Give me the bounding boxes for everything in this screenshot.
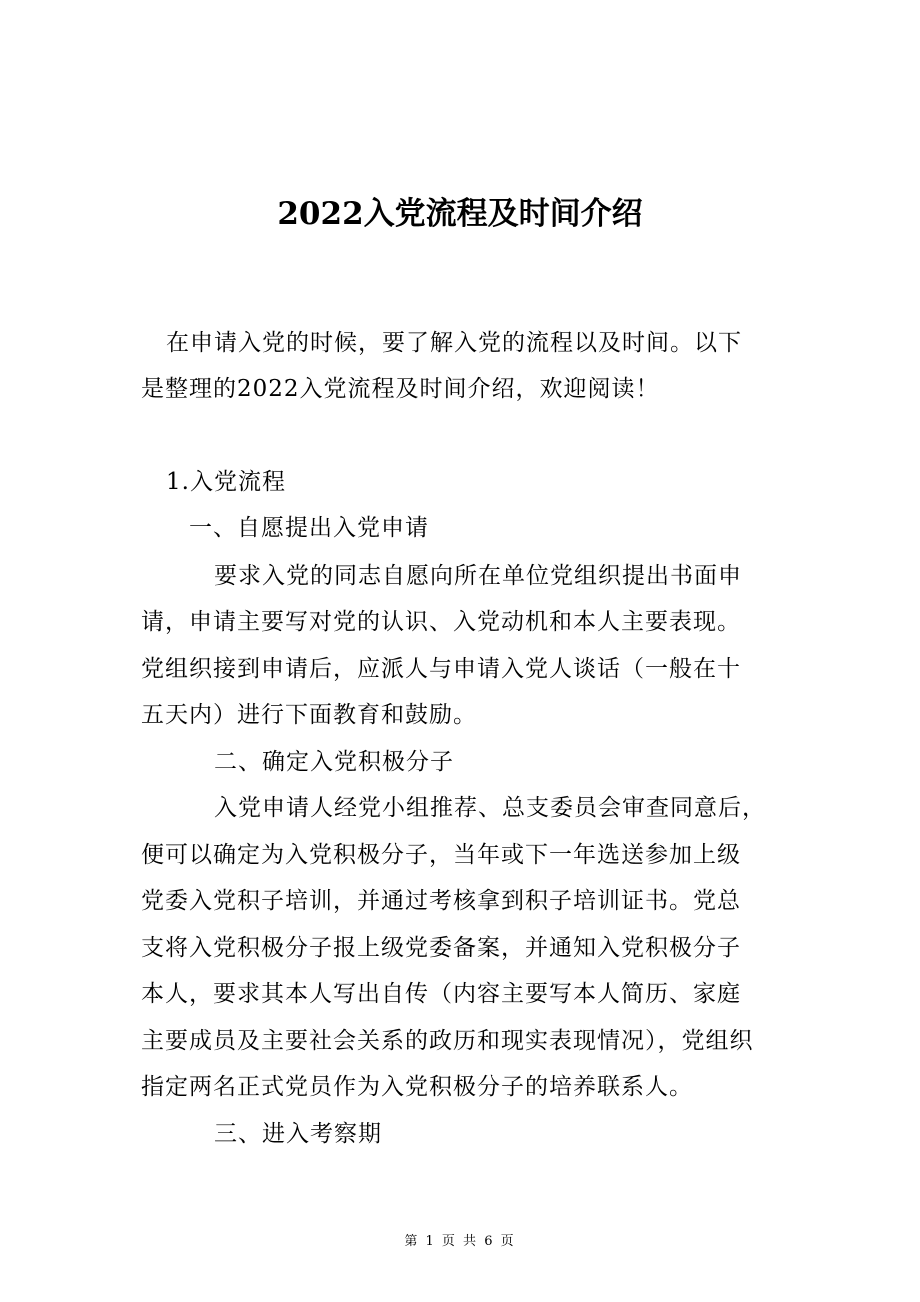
document-title: 2022入党流程及时间介绍 (277, 196, 643, 232)
step1-line-3: 党组织接到申请后，应派人与申请入党人谈话（一般在十 (141, 656, 741, 682)
step3-heading: 三、进入考察期 (214, 1121, 382, 1147)
intro-line-2: 是整理的2022入党流程及时间介绍，欢迎阅读！ (141, 376, 660, 402)
step2-line-7: 指定两名正式党员作为入党积极分子的培养联系人。 (141, 1074, 693, 1100)
section-heading: 1.入党流程 (166, 469, 286, 495)
page-footer: 第 1 页 共 6 页 (404, 1234, 516, 1249)
step2-heading: 二、确定入党积极分子 (214, 749, 454, 775)
step2-line-2: 便可以确定为入党积极分子，当年或下一年选送参加上级 (141, 842, 741, 868)
step1-line-2: 请，申请主要写对党的认识、入党动机和本人主要表现。 (141, 609, 741, 635)
step2-line-1: 入党申请人经党小组推荐、总支委员会审查同意后， (214, 795, 766, 821)
step2-line-4: 支将入党积极分子报上级党委备案，并通知入党积极分子 (141, 935, 741, 961)
step1-line-4: 五天内）进行下面教育和鼓励。 (141, 702, 477, 728)
intro-line-1: 在申请入党的时候，要了解入党的流程以及时间。以下 (166, 330, 742, 356)
step2-line-3: 党委入党积子培训，并通过考核拿到积子培训证书。党总 (141, 888, 741, 914)
step2-line-5: 本人，要求其本人写出自传（内容主要写本人简历、家庭 (141, 981, 741, 1007)
step2-line-6: 主要成员及主要社会关系的政历和现实表现情况），党组织 (141, 1028, 754, 1054)
step1-heading: 一、自愿提出入党申请 (189, 515, 429, 541)
step1-line-1: 要求入党的同志自愿向所在单位党组织提出书面申 (214, 563, 742, 589)
